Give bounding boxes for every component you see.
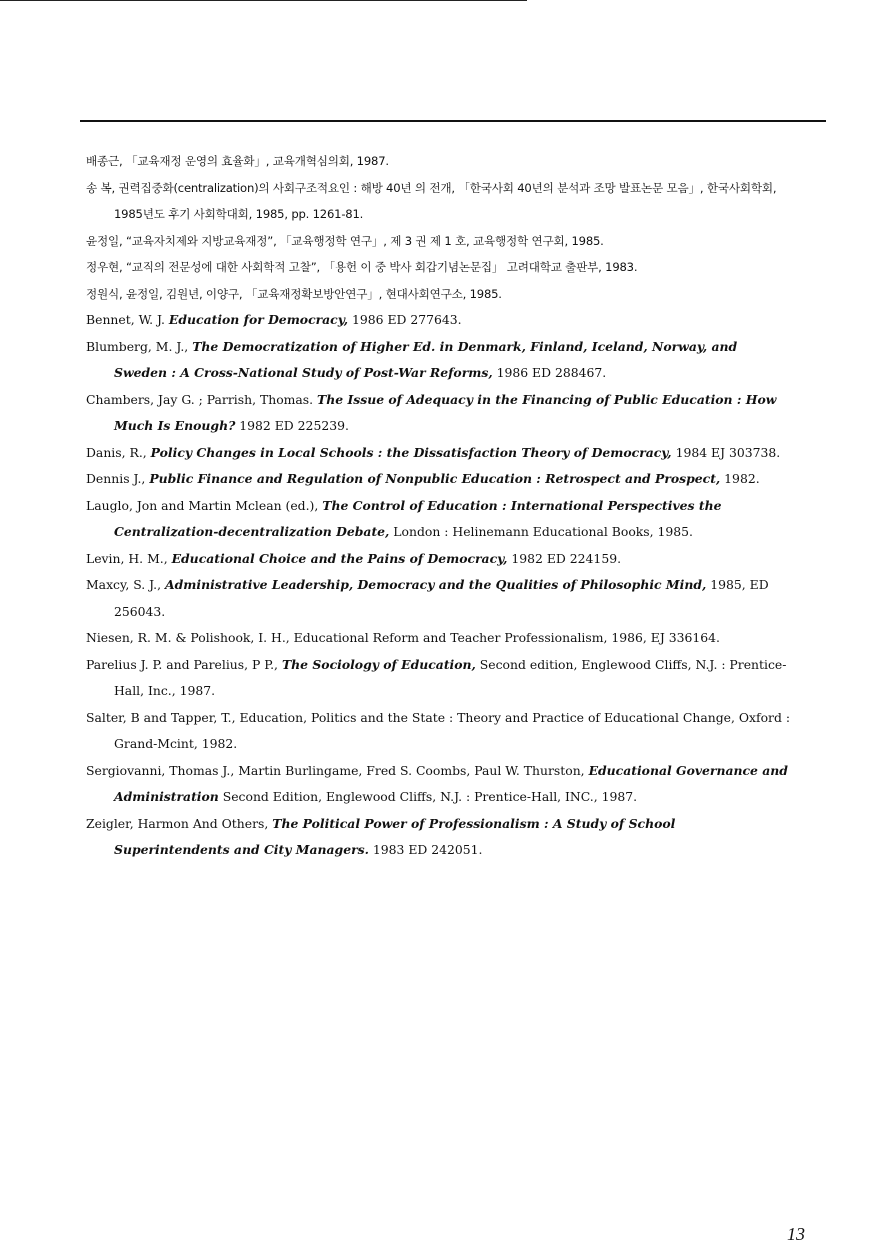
reference-text: Chambers, Jay G. ; Parrish, Thomas. bbox=[86, 391, 318, 407]
reference-text: Maxcy, S. J., bbox=[86, 577, 165, 592]
reference-title: The Issue of Adequacy in the Financing of Public Education : How Much Is Enough? bbox=[114, 391, 777, 433]
reference-title: The Control of Education : International Perspectives the Centralization-decentralization Debate, bbox=[114, 497, 722, 539]
reference-entry bbox=[86, 466, 792, 493]
reference-text: 1982. bbox=[720, 471, 760, 486]
reference-text: 배종근, 「교육재정 운영의 효율화」, 교육개혁심의회, 1987. bbox=[86, 154, 389, 168]
reference-text: Levin, H. M., bbox=[86, 550, 172, 566]
reference-entry bbox=[86, 625, 792, 652]
reference-text: Salter, B and Tapper, T., Education, Politics and the State : Theory and Practice of Educational Change, Oxford : Grand-Mcint, 1982. bbox=[86, 709, 791, 751]
reference-text: 정우현, “교직의 전문성에 대한 사회학적 고찰”, 「용헌 이 중 박사 회갑기념논문집」 고려대학교 출판부, 1983. bbox=[86, 260, 638, 274]
reference-text: 송 복, 권력집중화(centralization)의 사회구조적요인 : 해방 40년 의 전개, 「한국사회 40년의 분석과 조망 발표논문 모음」, 한국사회학회, 1985년도 후기 사회학대회, 1985, pp. 1261-81. bbox=[86, 180, 777, 221]
reference-entry bbox=[86, 546, 792, 573]
reference-title: The Democratization of Higher Ed. in Denmark, Finland, Iceland, Norway, and Sweden : A Cross-National Study of Post-War Reforms, bbox=[114, 338, 738, 380]
reference-entry bbox=[86, 652, 792, 705]
reference-entry bbox=[86, 334, 792, 387]
reference-entry bbox=[86, 307, 792, 334]
reference-text: 1986 ED 277643. bbox=[348, 312, 462, 327]
reference-title: Educational Choice and the Pains of Democracy, bbox=[171, 550, 508, 566]
reference-text: Danis, R., bbox=[86, 444, 151, 460]
reference-entry bbox=[86, 387, 792, 440]
reference-text: London : Helinemann Educational Books, 1985. bbox=[389, 524, 693, 539]
reference-text: Niesen, R. M. & Polishook, I. H., Educational Reform and Teacher Professionalism, 1986, EJ 336164. bbox=[86, 630, 720, 645]
top-border-line bbox=[0, 0, 527, 1]
reference-text: Second Edition, Englewood Cliffs, N.J. : Prentice-Hall, INC., 1987. bbox=[218, 789, 638, 804]
reference-text: 1982 ED 225239. bbox=[235, 418, 349, 433]
header-rule bbox=[80, 120, 826, 122]
reference-text: 1985, ED 256043. bbox=[114, 577, 769, 619]
reference-entry bbox=[86, 254, 792, 281]
reference-entry bbox=[86, 705, 792, 758]
page-number: 13 bbox=[787, 1224, 805, 1244]
reference-text: Second edition, Englewood Cliffs, N.J. : Prentice-Hall, Inc., 1987. bbox=[114, 656, 787, 698]
reference-text: Zeigler, Harmon And Others, bbox=[86, 815, 273, 831]
reference-text: Parelius J. P. and Parelius, P P., bbox=[86, 656, 282, 672]
reference-entry bbox=[86, 148, 792, 175]
reference-text: Sergiovanni, Thomas J., Martin Burlingame, Fred S. Coombs, Paul W. Thurston, bbox=[86, 762, 589, 778]
reference-text: Lauglo, Jon and Martin Mclean (ed.), bbox=[86, 497, 323, 513]
reference-entry bbox=[86, 281, 792, 308]
reference-text: 1983 ED 242051. bbox=[368, 842, 483, 857]
reference-entry bbox=[86, 228, 792, 255]
reference-title: The Political Power of Professionalism : A Study of School Superintendents and City Managers. bbox=[114, 815, 676, 857]
reference-entry bbox=[86, 811, 792, 864]
reference-text: 정원식, 윤정일, 김원년, 이양구, 「교육재정확보방안연구」, 현대사회연구소, 1985. bbox=[86, 286, 502, 301]
reference-title: Policy Changes in Local Schools : the Dissatisfaction Theory of Democracy, bbox=[150, 444, 672, 460]
reference-text: Bennet, W. J. bbox=[86, 312, 169, 327]
reference-title: Educational Governance and Administration bbox=[114, 762, 788, 804]
reference-title: The Sociology of Education, bbox=[281, 656, 476, 672]
reference-entry bbox=[86, 572, 792, 625]
reference-entry bbox=[86, 440, 792, 467]
reference-text: 1982 ED 224159. bbox=[507, 550, 622, 566]
reference-title: Education for Democracy, bbox=[168, 312, 349, 327]
reference-title: Public Finance and Regulation of Nonpublic Education : Retrospect and Prospect, bbox=[149, 471, 721, 486]
reference-entry bbox=[86, 758, 792, 811]
reference-entry bbox=[86, 493, 792, 546]
reference-text: Dennis J., bbox=[86, 471, 150, 486]
reference-entry bbox=[86, 175, 792, 228]
reference-text: 윤정일, “교육자치제와 지방교육재정”, 「교육행정학 연구」, 제 3 권 제 1 호, 교육행정학 연구회, 1985. bbox=[86, 233, 604, 248]
reference-text: 1986 ED 288467. bbox=[492, 365, 607, 380]
reference-list bbox=[86, 148, 792, 864]
reference-text: Blumberg, M. J., bbox=[86, 338, 193, 354]
reference-text: 1984 EJ 303738. bbox=[671, 444, 781, 460]
reference-title: Administrative Leadership, Democracy and the Qualities of Philosophic Mind, bbox=[164, 577, 707, 592]
